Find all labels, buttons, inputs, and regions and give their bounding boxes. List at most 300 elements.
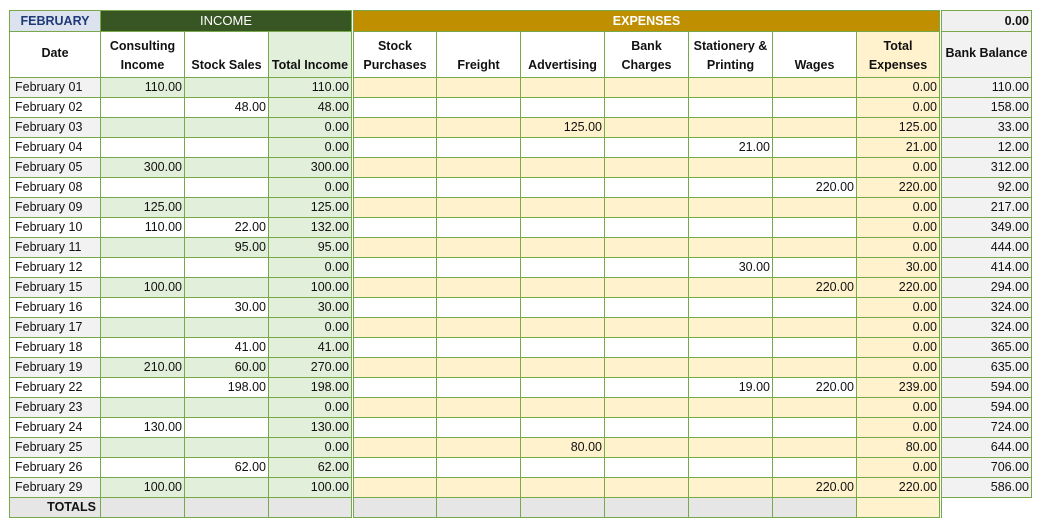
col-header-consulting-income[interactable]: Consulting Income: [101, 32, 185, 78]
cell-stationery-printing[interactable]: [689, 178, 773, 198]
cell-date[interactable]: February 29: [10, 478, 101, 498]
cell-bank-charges[interactable]: [605, 318, 689, 338]
cell-date[interactable]: February 19: [10, 358, 101, 378]
cell-advertising[interactable]: [521, 198, 605, 218]
cell-stock-purchases[interactable]: [353, 78, 437, 98]
cell-total-income[interactable]: 125.00: [269, 198, 353, 218]
cell-bank-balance[interactable]: 158.00: [941, 98, 1032, 118]
cell-total-income[interactable]: 300.00: [269, 158, 353, 178]
cell-date[interactable]: February 12: [10, 258, 101, 278]
cell-freight[interactable]: [437, 258, 521, 278]
cell-total-expenses[interactable]: 220.00: [857, 478, 941, 498]
cell-stock-purchases[interactable]: [353, 298, 437, 318]
cell-stock-purchases[interactable]: [353, 478, 437, 498]
cell-freight[interactable]: [437, 238, 521, 258]
cell-wages[interactable]: [773, 318, 857, 338]
cell-wages[interactable]: [773, 138, 857, 158]
cell-bank-balance[interactable]: 33.00: [941, 118, 1032, 138]
cell-bank-balance[interactable]: 12.00: [941, 138, 1032, 158]
cell-freight[interactable]: [437, 158, 521, 178]
cell-stock-purchases[interactable]: [353, 318, 437, 338]
cell-stock-purchases[interactable]: [353, 158, 437, 178]
cell-wages[interactable]: [773, 198, 857, 218]
cell-wages[interactable]: [773, 238, 857, 258]
cell-wages[interactable]: 220.00: [773, 478, 857, 498]
cell-bank-balance[interactable]: 110.00: [941, 78, 1032, 98]
cell-bank-charges[interactable]: [605, 478, 689, 498]
cell-freight[interactable]: [437, 198, 521, 218]
cell-stock-sales[interactable]: [185, 318, 269, 338]
cell-freight[interactable]: [437, 298, 521, 318]
cell-date[interactable]: February 23: [10, 398, 101, 418]
cell-wages[interactable]: [773, 398, 857, 418]
cell-stationery-printing[interactable]: [689, 98, 773, 118]
table-row: [10, 118, 1032, 138]
cashbook-sheet: [9, 10, 1032, 518]
cell-freight[interactable]: [437, 458, 521, 478]
cell-total-income[interactable]: 0.00: [269, 398, 353, 418]
cell-wages[interactable]: [773, 338, 857, 358]
cell-bank-balance[interactable]: 312.00: [941, 158, 1032, 178]
cell-date[interactable]: February 02: [10, 98, 101, 118]
cell-freight[interactable]: [437, 318, 521, 338]
cell-total-stationery-printing[interactable]: [689, 498, 773, 518]
cell-total-expenses[interactable]: 0.00: [857, 198, 941, 218]
cell-total-income[interactable]: 100.00: [269, 478, 353, 498]
cell-stock-sales[interactable]: [185, 278, 269, 298]
cell-date[interactable]: February 18: [10, 338, 101, 358]
cell-wages[interactable]: [773, 158, 857, 178]
cell-stationery-printing[interactable]: [689, 438, 773, 458]
cell-consulting-income[interactable]: 130.00: [101, 418, 185, 438]
cell-total-expenses[interactable]: 0.00: [857, 358, 941, 378]
cell-stock-purchases[interactable]: [353, 438, 437, 458]
cell-total-freight[interactable]: [437, 498, 521, 518]
cell-wages[interactable]: 220.00: [773, 178, 857, 198]
col-header-stock-sales[interactable]: Stock Sales: [185, 32, 269, 78]
cell-date[interactable]: February 01: [10, 78, 101, 98]
cell-bank-charges[interactable]: [605, 78, 689, 98]
table-row: [10, 418, 1032, 438]
cell-total-expenses[interactable]: 125.00: [857, 118, 941, 138]
cell-consulting-income[interactable]: 100.00: [101, 278, 185, 298]
cell-stock-sales[interactable]: [185, 198, 269, 218]
cell-consulting-income[interactable]: [101, 438, 185, 458]
cell-date[interactable]: February 10: [10, 218, 101, 238]
cell-total-total-income[interactable]: [269, 498, 353, 518]
cell-advertising[interactable]: [521, 238, 605, 258]
cell-total-income[interactable]: 110.00: [269, 78, 353, 98]
cell-bank-balance[interactable]: 414.00: [941, 258, 1032, 278]
cell-freight[interactable]: [437, 278, 521, 298]
cell-stationery-printing[interactable]: [689, 458, 773, 478]
cell-total-stock-sales[interactable]: [185, 498, 269, 518]
cell-stock-purchases[interactable]: [353, 238, 437, 258]
cell-freight[interactable]: [437, 358, 521, 378]
cell-bank-balance[interactable]: 217.00: [941, 198, 1032, 218]
cell-total-income[interactable]: 0.00: [269, 258, 353, 278]
cell-stationery-printing[interactable]: 19.00: [689, 378, 773, 398]
table-row: [10, 98, 1032, 118]
cell-total-income[interactable]: 132.00: [269, 218, 353, 238]
cell-stock-sales[interactable]: [185, 438, 269, 458]
cell-stationery-printing[interactable]: [689, 358, 773, 378]
cell-consulting-income[interactable]: 110.00: [101, 78, 185, 98]
cell-bank-balance[interactable]: 644.00: [941, 438, 1032, 458]
cell-date[interactable]: February 08: [10, 178, 101, 198]
table-row: [10, 218, 1032, 238]
cell-total-expenses[interactable]: 0.00: [857, 338, 941, 358]
cell-date[interactable]: February 17: [10, 318, 101, 338]
cell-stock-sales[interactable]: [185, 138, 269, 158]
cell-stationery-printing[interactable]: [689, 198, 773, 218]
cell-total-expenses[interactable]: 0.00: [857, 458, 941, 478]
cell-total-stock-purchases[interactable]: [353, 498, 437, 518]
cell-stock-sales[interactable]: 198.00: [185, 378, 269, 398]
cell-stationery-printing[interactable]: [689, 478, 773, 498]
table-row: [10, 198, 1032, 218]
cell-freight[interactable]: [437, 218, 521, 238]
col-header-stationery-printing[interactable]: Stationery & Printing: [689, 32, 773, 78]
cell-advertising[interactable]: [521, 478, 605, 498]
cell-bank-balance[interactable]: 635.00: [941, 358, 1032, 378]
cell-bank-balance[interactable]: 586.00: [941, 478, 1032, 498]
table-row: [10, 398, 1032, 418]
expenses-section-header[interactable]: EXPENSES: [353, 11, 941, 32]
cell-stock-purchases[interactable]: [353, 378, 437, 398]
cell-stock-sales[interactable]: [185, 78, 269, 98]
cell-total-income[interactable]: 48.00: [269, 98, 353, 118]
cell-total-expenses[interactable]: 239.00: [857, 378, 941, 398]
cell-stock-purchases[interactable]: [353, 418, 437, 438]
cell-freight[interactable]: [437, 118, 521, 138]
col-header-wages[interactable]: Wages: [773, 32, 857, 78]
cell-total-income[interactable]: 30.00: [269, 298, 353, 318]
cell-freight[interactable]: [437, 78, 521, 98]
cell-advertising[interactable]: [521, 318, 605, 338]
cell-stock-purchases[interactable]: [353, 98, 437, 118]
cell-advertising[interactable]: [521, 258, 605, 278]
cell-date[interactable]: February 04: [10, 138, 101, 158]
cell-advertising[interactable]: [521, 398, 605, 418]
cell-advertising[interactable]: [521, 378, 605, 398]
cell-wages[interactable]: 220.00: [773, 378, 857, 398]
cell-total-expenses[interactable]: 0.00: [857, 218, 941, 238]
cell-bank-charges[interactable]: [605, 258, 689, 278]
cell-date[interactable]: February 15: [10, 278, 101, 298]
cell-bank-balance[interactable]: 444.00: [941, 238, 1032, 258]
cell-advertising[interactable]: [521, 358, 605, 378]
table-row: [10, 378, 1032, 398]
cell-total-bank-balance: [941, 498, 1032, 518]
cell-stock-purchases[interactable]: [353, 358, 437, 378]
cell-date[interactable]: February 09: [10, 198, 101, 218]
cell-wages[interactable]: [773, 438, 857, 458]
cell-freight[interactable]: [437, 418, 521, 438]
cell-total-expenses[interactable]: 0.00: [857, 158, 941, 178]
cell-bank-charges[interactable]: [605, 278, 689, 298]
cell-stock-sales[interactable]: [185, 478, 269, 498]
cell-consulting-income[interactable]: [101, 258, 185, 278]
cell-stock-purchases[interactable]: [353, 338, 437, 358]
cell-stationery-printing[interactable]: [689, 338, 773, 358]
cell-total-income[interactable]: 270.00: [269, 358, 353, 378]
cell-total-expenses[interactable]: 0.00: [857, 98, 941, 118]
cell-total-income[interactable]: 100.00: [269, 278, 353, 298]
cell-stock-sales[interactable]: 60.00: [185, 358, 269, 378]
cell-stock-purchases[interactable]: [353, 178, 437, 198]
cell-date[interactable]: February 25: [10, 438, 101, 458]
cell-advertising[interactable]: [521, 418, 605, 438]
cell-stationery-printing[interactable]: 21.00: [689, 138, 773, 158]
cell-advertising[interactable]: [521, 158, 605, 178]
cell-freight[interactable]: [437, 178, 521, 198]
cell-total-advertising[interactable]: [521, 498, 605, 518]
cell-advertising[interactable]: 125.00: [521, 118, 605, 138]
cell-bank-charges[interactable]: [605, 338, 689, 358]
col-header-freight[interactable]: Freight: [437, 32, 521, 78]
table-row: [10, 278, 1032, 298]
cell-bank-charges[interactable]: [605, 238, 689, 258]
cell-date[interactable]: February 03: [10, 118, 101, 138]
cell-stationery-printing[interactable]: [689, 398, 773, 418]
cell-stock-purchases[interactable]: [353, 118, 437, 138]
cell-stock-sales[interactable]: 22.00: [185, 218, 269, 238]
table-row: [10, 318, 1032, 338]
cell-total-income[interactable]: 198.00: [269, 378, 353, 398]
cell-date[interactable]: February 22: [10, 378, 101, 398]
cell-bank-balance[interactable]: 594.00: [941, 378, 1032, 398]
table-row: [10, 338, 1032, 358]
cell-bank-charges[interactable]: [605, 418, 689, 438]
section-header-row: [10, 11, 1032, 32]
cell-total-expenses[interactable]: 0.00: [857, 418, 941, 438]
cell-wages[interactable]: [773, 258, 857, 278]
cell-total-income[interactable]: 0.00: [269, 178, 353, 198]
cell-total-expenses[interactable]: 0.00: [857, 78, 941, 98]
cell-bank-charges[interactable]: [605, 118, 689, 138]
table-row: [10, 258, 1032, 278]
cell-advertising[interactable]: [521, 338, 605, 358]
cell-stock-sales[interactable]: 30.00: [185, 298, 269, 318]
cell-stationery-printing[interactable]: [689, 418, 773, 438]
cell-total-consulting-income[interactable]: [101, 498, 185, 518]
cell-stock-sales[interactable]: 41.00: [185, 338, 269, 358]
cell-bank-balance[interactable]: 92.00: [941, 178, 1032, 198]
cell-consulting-income[interactable]: 210.00: [101, 358, 185, 378]
cell-stock-sales[interactable]: [185, 158, 269, 178]
cell-stationery-printing[interactable]: [689, 298, 773, 318]
cell-consulting-income[interactable]: [101, 118, 185, 138]
cell-stock-purchases[interactable]: [353, 218, 437, 238]
cell-bank-charges[interactable]: [605, 178, 689, 198]
col-header-advertising[interactable]: Advertising: [521, 32, 605, 78]
cell-total-expenses[interactable]: 21.00: [857, 138, 941, 158]
cell-total-expenses[interactable]: 220.00: [857, 278, 941, 298]
table-row: [10, 158, 1032, 178]
cell-bank-balance[interactable]: 349.00: [941, 218, 1032, 238]
cell-bank-charges[interactable]: [605, 138, 689, 158]
cell-freight[interactable]: [437, 378, 521, 398]
cell-advertising[interactable]: [521, 78, 605, 98]
cell-bank-charges[interactable]: [605, 438, 689, 458]
table-row: [10, 358, 1032, 378]
cell-advertising[interactable]: 80.00: [521, 438, 605, 458]
cell-stationery-printing[interactable]: 30.00: [689, 258, 773, 278]
cell-date[interactable]: February 05: [10, 158, 101, 178]
cell-stock-purchases[interactable]: [353, 258, 437, 278]
cell-stationery-printing[interactable]: [689, 78, 773, 98]
cashbook-table: [9, 10, 1032, 518]
cell-consulting-income[interactable]: 125.00: [101, 198, 185, 218]
cell-stationery-printing[interactable]: [689, 238, 773, 258]
cell-stock-purchases[interactable]: [353, 458, 437, 478]
cell-total-income[interactable]: 41.00: [269, 338, 353, 358]
cell-bank-balance[interactable]: 324.00: [941, 318, 1032, 338]
cell-consulting-income[interactable]: [101, 378, 185, 398]
cell-bank-charges[interactable]: [605, 98, 689, 118]
totals-row: [10, 498, 1032, 518]
cell-total-bank-charges[interactable]: [605, 498, 689, 518]
cell-freight[interactable]: [437, 478, 521, 498]
cell-total-income[interactable]: 0.00: [269, 118, 353, 138]
cell-stock-sales[interactable]: 62.00: [185, 458, 269, 478]
col-header-total-income[interactable]: Total Income: [269, 32, 353, 78]
cell-stock-sales[interactable]: [185, 258, 269, 278]
cell-stock-purchases[interactable]: [353, 278, 437, 298]
col-header-total-expenses[interactable]: Total Expenses: [857, 32, 941, 78]
cell-stationery-printing[interactable]: [689, 118, 773, 138]
cell-total-wages[interactable]: [773, 498, 857, 518]
cell-total-expenses[interactable]: 220.00: [857, 178, 941, 198]
cell-freight[interactable]: [437, 138, 521, 158]
cell-stock-sales[interactable]: [185, 418, 269, 438]
table-row: [10, 458, 1032, 478]
income-section-header[interactable]: INCOME: [101, 11, 353, 32]
col-header-stock-purchases[interactable]: Stock Purchases: [353, 32, 437, 78]
cell-wages[interactable]: 220.00: [773, 278, 857, 298]
cell-total-expenses[interactable]: 0.00: [857, 398, 941, 418]
cell-stock-purchases[interactable]: [353, 198, 437, 218]
cell-bank-charges[interactable]: [605, 458, 689, 478]
cell-totals-label[interactable]: TOTALS: [10, 498, 101, 518]
cell-stock-sales[interactable]: [185, 398, 269, 418]
column-header-row: [10, 32, 1032, 78]
cell-wages[interactable]: [773, 218, 857, 238]
cell-stationery-printing[interactable]: [689, 158, 773, 178]
cell-date[interactable]: February 24: [10, 418, 101, 438]
cell-wages[interactable]: [773, 458, 857, 478]
cell-total-income[interactable]: 130.00: [269, 418, 353, 438]
cell-stock-purchases[interactable]: [353, 138, 437, 158]
cell-advertising[interactable]: [521, 98, 605, 118]
opening-balance-cell[interactable]: 0.00: [941, 11, 1032, 32]
cell-freight[interactable]: [437, 98, 521, 118]
cell-bank-charges[interactable]: [605, 218, 689, 238]
cell-wages[interactable]: [773, 418, 857, 438]
col-header-bank-balance[interactable]: Bank Balance: [941, 32, 1032, 78]
cell-consulting-income[interactable]: [101, 398, 185, 418]
cell-consulting-income[interactable]: [101, 138, 185, 158]
cell-total-income[interactable]: 95.00: [269, 238, 353, 258]
cell-freight[interactable]: [437, 438, 521, 458]
cell-bank-balance[interactable]: 594.00: [941, 398, 1032, 418]
cell-total-expenses[interactable]: 30.00: [857, 258, 941, 278]
cell-total-expenses[interactable]: 0.00: [857, 318, 941, 338]
cell-total-income[interactable]: 0.00: [269, 318, 353, 338]
cell-bank-charges[interactable]: [605, 158, 689, 178]
cell-bank-balance[interactable]: 724.00: [941, 418, 1032, 438]
cell-freight[interactable]: [437, 398, 521, 418]
cell-consulting-income[interactable]: [101, 98, 185, 118]
cell-wages[interactable]: [773, 358, 857, 378]
cell-stock-sales[interactable]: 48.00: [185, 98, 269, 118]
cell-consulting-income[interactable]: 100.00: [101, 478, 185, 498]
cell-bank-charges[interactable]: [605, 298, 689, 318]
cell-bank-charges[interactable]: [605, 398, 689, 418]
cell-wages[interactable]: [773, 298, 857, 318]
cell-total-total-expenses[interactable]: [857, 498, 941, 518]
cell-date[interactable]: February 16: [10, 298, 101, 318]
cell-stock-sales[interactable]: [185, 178, 269, 198]
cell-total-income[interactable]: 62.00: [269, 458, 353, 478]
cell-bank-balance[interactable]: 324.00: [941, 298, 1032, 318]
cell-wages[interactable]: [773, 98, 857, 118]
month-label[interactable]: FEBRUARY: [10, 11, 101, 32]
cell-advertising[interactable]: [521, 278, 605, 298]
table-row: [10, 238, 1032, 258]
cell-advertising[interactable]: [521, 178, 605, 198]
cell-consulting-income[interactable]: [101, 298, 185, 318]
cell-stationery-printing[interactable]: [689, 318, 773, 338]
cell-total-income[interactable]: 0.00: [269, 438, 353, 458]
cell-consulting-income[interactable]: [101, 178, 185, 198]
cell-date[interactable]: February 26: [10, 458, 101, 478]
cell-advertising[interactable]: [521, 298, 605, 318]
cell-consulting-income[interactable]: 110.00: [101, 218, 185, 238]
col-header-bank-charges[interactable]: Bank Charges: [605, 32, 689, 78]
cell-stock-sales[interactable]: [185, 118, 269, 138]
cell-stationery-printing[interactable]: [689, 278, 773, 298]
col-header-date[interactable]: Date: [10, 32, 101, 78]
cell-consulting-income[interactable]: [101, 458, 185, 478]
cell-total-expenses[interactable]: 80.00: [857, 438, 941, 458]
cell-wages[interactable]: [773, 78, 857, 98]
cell-advertising[interactable]: [521, 218, 605, 238]
cell-consulting-income[interactable]: [101, 318, 185, 338]
cell-total-expenses[interactable]: 0.00: [857, 298, 941, 318]
cell-total-income[interactable]: 0.00: [269, 138, 353, 158]
cell-bank-charges[interactable]: [605, 378, 689, 398]
cell-total-expenses[interactable]: 0.00: [857, 238, 941, 258]
cell-bank-charges[interactable]: [605, 198, 689, 218]
cell-advertising[interactable]: [521, 138, 605, 158]
cell-stock-purchases[interactable]: [353, 398, 437, 418]
cell-consulting-income[interactable]: [101, 338, 185, 358]
cell-bank-balance[interactable]: 365.00: [941, 338, 1032, 358]
cell-consulting-income[interactable]: [101, 238, 185, 258]
cell-wages[interactable]: [773, 118, 857, 138]
cell-advertising[interactable]: [521, 458, 605, 478]
cell-bank-charges[interactable]: [605, 358, 689, 378]
cell-stationery-printing[interactable]: [689, 218, 773, 238]
cell-freight[interactable]: [437, 338, 521, 358]
cell-stock-sales[interactable]: 95.00: [185, 238, 269, 258]
cell-bank-balance[interactable]: 706.00: [941, 458, 1032, 478]
cell-date[interactable]: February 11: [10, 238, 101, 258]
cell-consulting-income[interactable]: 300.00: [101, 158, 185, 178]
cell-bank-balance[interactable]: 294.00: [941, 278, 1032, 298]
